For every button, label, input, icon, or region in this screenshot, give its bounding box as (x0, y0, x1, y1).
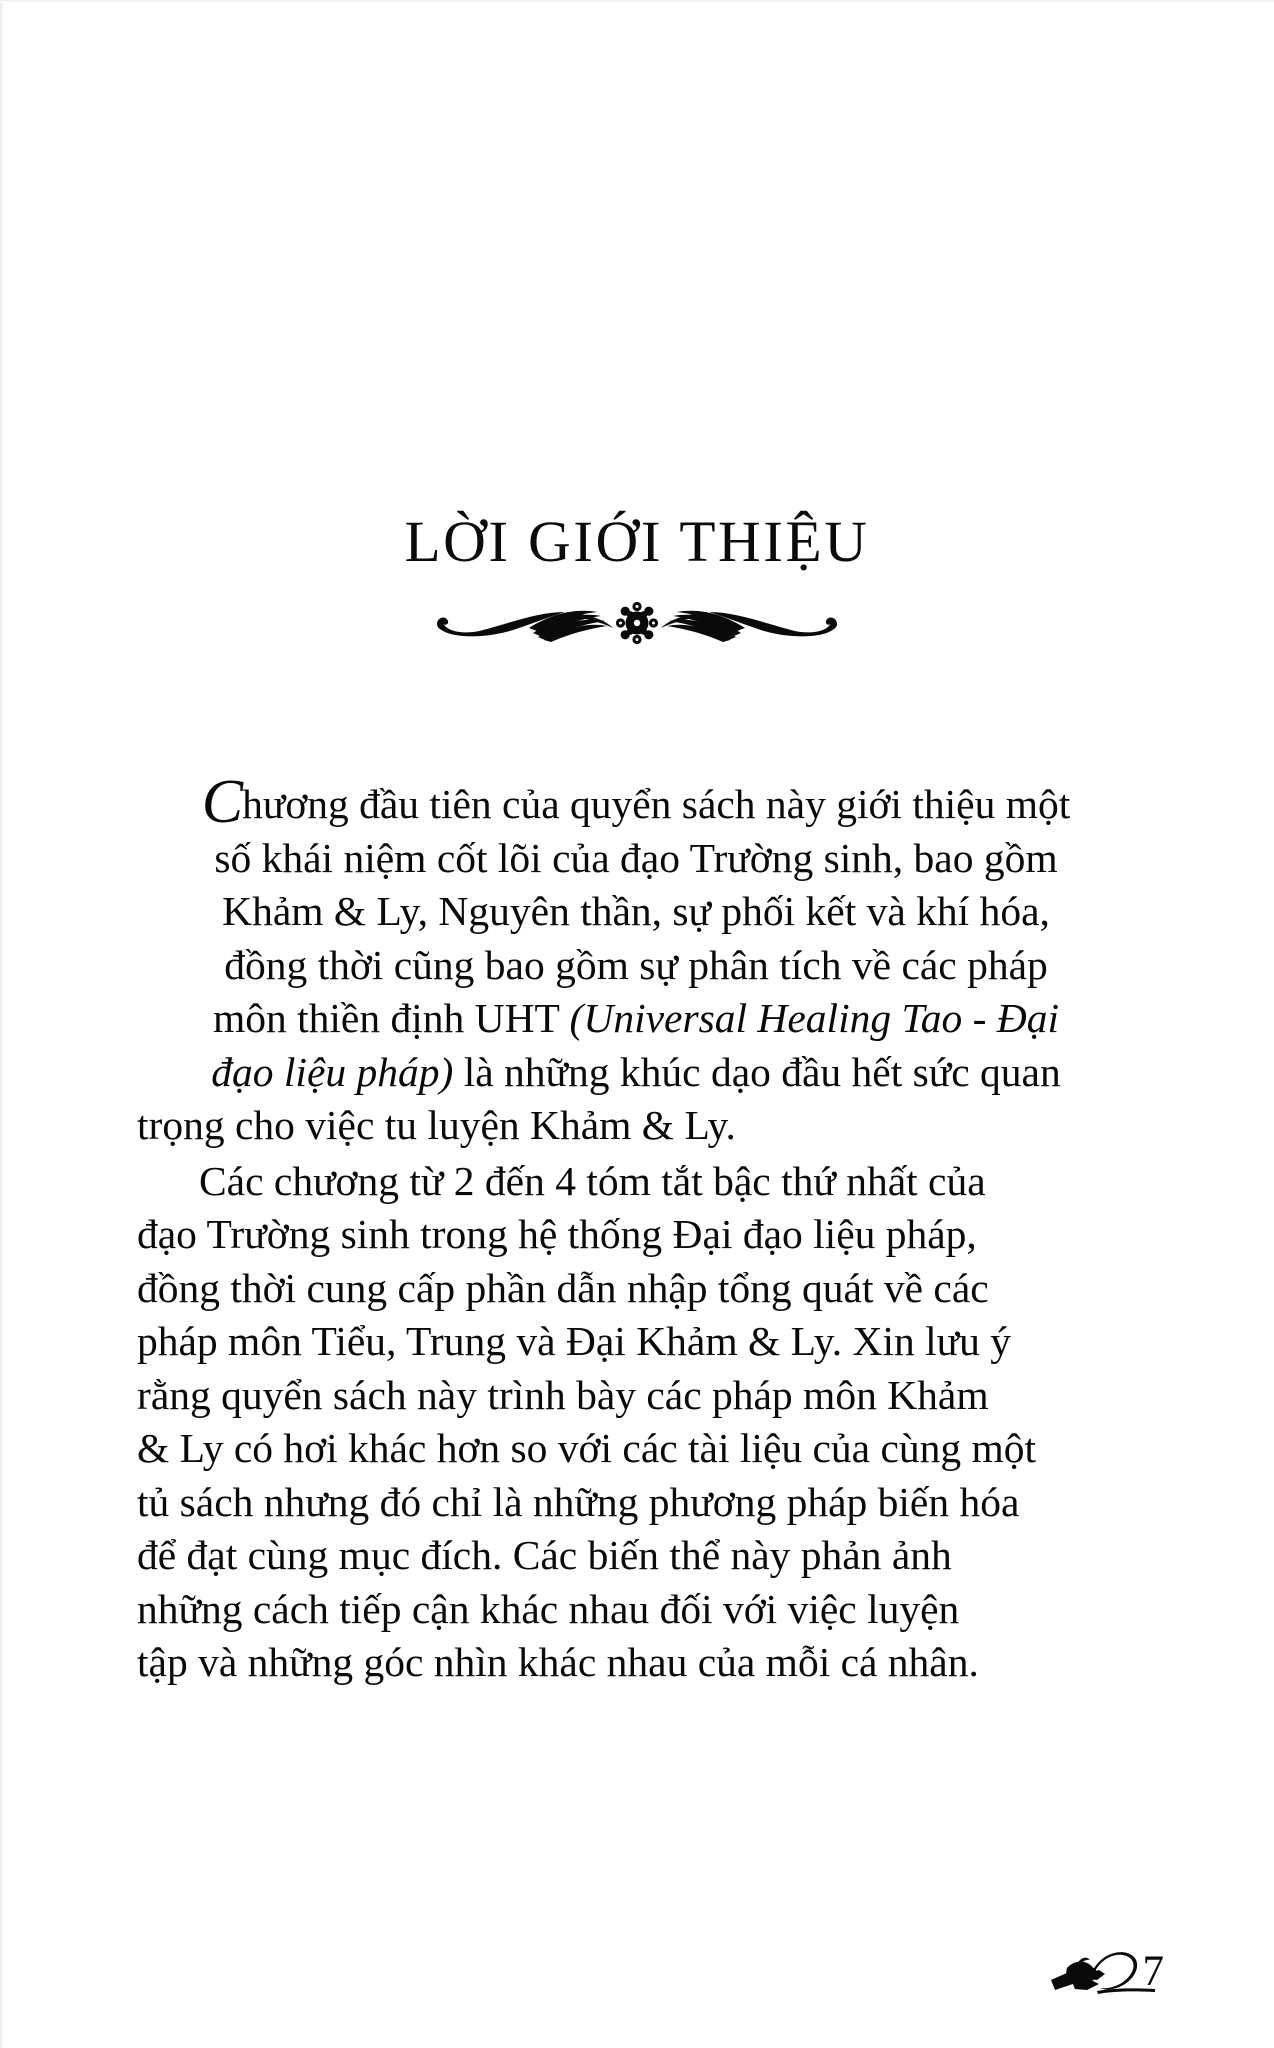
scroll-leaf-flourish-ornament-icon (1043, 1944, 1155, 2006)
page-header (0, 509, 1274, 648)
text-line-content: tủ sách nhưng đó chỉ là những phương pháp biến hóa (137, 1478, 1020, 1525)
text-line (137, 1583, 1135, 1637)
text-line (137, 1046, 1135, 1100)
text-line (137, 1529, 1135, 1583)
page-number: 7 (1142, 1948, 1164, 1995)
text-line-content: pháp môn Tiểu, Trung và Đại Khảm & Ly. Xin lưu ý (137, 1318, 1012, 1364)
scan-edge-left (0, 0, 4, 2048)
text-line (137, 1636, 1135, 1690)
page-footer (0, 1944, 1274, 2034)
paragraph-overview (137, 1155, 1135, 1690)
floral-rosette-flourish-divider-icon (417, 590, 857, 648)
text-line-content: đạo Trường sinh trong hệ thống Đại đạo liệu pháp, (137, 1211, 977, 1257)
text-line-content: đồng thời cũng bao gồm sự phân tích về các pháp (224, 941, 1048, 988)
text-line (137, 1099, 1135, 1153)
text-line-content: Khảm & Ly, Nguyên thần, sự phối kết và khí hóa, (222, 888, 1050, 934)
text-line (137, 1422, 1135, 1476)
text-line (137, 1262, 1135, 1316)
scan-edge-top (0, 0, 1274, 3)
drop-cap-initial: C (201, 768, 243, 836)
text-line-content: Các chương từ 2 đến 4 tóm tắt bậc thứ nhất của (199, 1157, 986, 1204)
text-line-content: những cách tiếp cận khác nhau đối với việc luyện (137, 1585, 960, 1632)
text-line (137, 1315, 1135, 1369)
text-line-content: là những khúc dạo đầu hết sức quan (453, 1048, 1061, 1095)
text-line-emphasis: đạo liệu pháp) (211, 1048, 454, 1095)
text-line (137, 768, 1135, 836)
text-line (137, 1155, 1135, 1209)
page-body (137, 768, 1135, 1690)
paragraph-intro (137, 768, 1135, 1153)
text-line-content: tập và những góc nhìn khác nhau của mỗi cá nhân. (137, 1639, 979, 1685)
folio (1043, 1944, 1165, 2006)
text-line-content: môn thiền định UHT (212, 995, 570, 1041)
text-line-content: đồng thời cung cấp phần dẫn nhập tổng quát về các (137, 1264, 989, 1311)
text-line (137, 1476, 1135, 1530)
text-line (137, 1208, 1135, 1262)
text-line-content: hương đầu tiên của quyển sách này giới thiệu một (242, 781, 1071, 827)
text-line (137, 832, 1135, 886)
text-line-content: để đạt cùng mục đích. Các biến thể này phản ảnh (137, 1532, 952, 1578)
text-line (137, 1369, 1135, 1423)
text-line (137, 992, 1135, 1046)
page-title: LỜI GIỚI THIỆU (404, 509, 870, 574)
text-line-content: rằng quyển sách này trình bày các pháp môn Khảm (137, 1371, 989, 1418)
text-line (137, 939, 1135, 993)
text-line-content: số khái niệm cốt lõi của đạo Trường sinh, bao gồm (214, 834, 1058, 881)
text-line-emphasis: (Universal Healing Tao - Đại (569, 995, 1060, 1041)
text-line-content: trọng cho việc tu luyện Khảm & Ly. (137, 1102, 736, 1148)
text-line-content: & Ly có hơi khác hơn so với các tài liệu của cùng một (137, 1425, 1037, 1471)
text-line (137, 885, 1135, 939)
